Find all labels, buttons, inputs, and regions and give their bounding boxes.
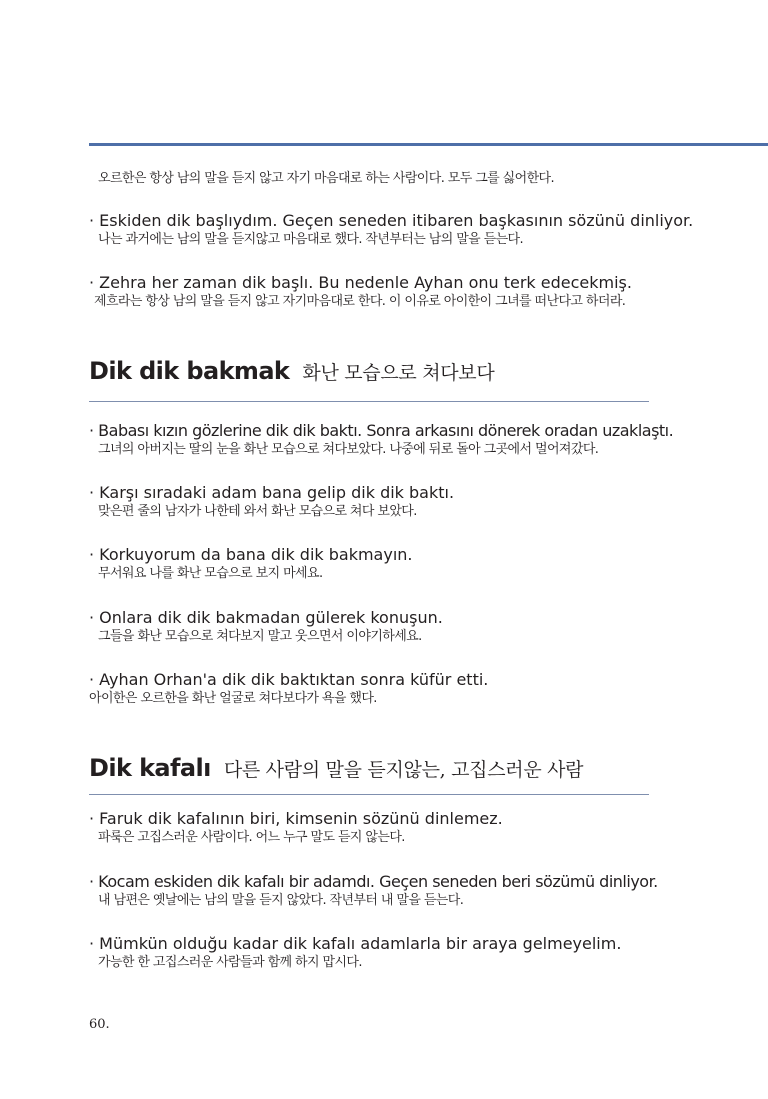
- example-entry: [89, 273, 689, 311]
- section-rule: [89, 794, 649, 795]
- turkish-sentence: · Zehra her zaman dik başlı. Bu nedenle Ayhan onu terk edecekmiş.: [89, 273, 632, 292]
- korean-translation: 나는 과거에는 남의 말을 듣지않고 마음대로 했다. 작년부터는 남의 말을 듣는다.: [98, 232, 524, 247]
- idiom-meaning: 화난 모습으로 쳐다보다: [302, 362, 495, 384]
- turkish-sentence: · Karşı sıradaki adam bana gelip dik dik baktı.: [89, 483, 455, 502]
- example-entry: [89, 872, 689, 910]
- example-entry: [89, 608, 689, 646]
- example-entry: [89, 670, 689, 708]
- korean-translation: 제흐라는 항상 남의 말을 듣지 않고 자기마음대로 한다. 이 이유로 아이한이 그녀를 떠난다고 하더라.: [94, 294, 626, 309]
- korean-translation: 그녀의 아버지는 딸의 눈을 화난 모습으로 쳐다보았다. 나중에 뒤로 돌아 그곳에서 멀어져갔다.: [98, 442, 599, 457]
- section-rule: [89, 401, 649, 402]
- example-entry: [89, 545, 689, 583]
- intro-example: [89, 170, 689, 188]
- idiom-term: Dik dik bakmak: [89, 357, 290, 385]
- turkish-sentence: · Mümkün olduğu kadar dik kafalı adamlarla bir araya gelmeyelim.: [89, 934, 622, 953]
- korean-translation: 가능한 한 고집스러운 사람들과 함께 하지 맙시다.: [98, 955, 362, 970]
- example-entry: [89, 211, 694, 249]
- section-heading: [89, 356, 649, 388]
- turkish-sentence: · Faruk dik kafalının biri, kimsenin sözünü dinlemez.: [89, 809, 503, 828]
- turkish-sentence: · Korkuyorum da bana dik dik bakmayın.: [89, 545, 413, 564]
- idiom-term: Dik kafalı: [89, 754, 211, 782]
- korean-translation: 아이한은 오르한을 화난 얼굴로 쳐다보다가 욕을 했다.: [89, 691, 377, 706]
- example-entry: [89, 809, 689, 847]
- example-entry: [89, 934, 689, 972]
- korean-translation: 맞은편 줄의 남자가 나한테 와서 화난 모습으로 쳐다 보았다.: [98, 504, 417, 519]
- top-rule: [89, 143, 768, 146]
- turkish-sentence: · Babası kızın gözlerine dik dik baktı. Sonra arkasını dönerek oradan uzaklaştı.: [89, 421, 674, 440]
- turkish-sentence: · Eskiden dik başlıydım. Geçen seneden itibaren başkasının sözünü dinliyor.: [89, 211, 694, 230]
- turkish-sentence: · Kocam eskiden dik kafalı bir adamdı. Geçen seneden beri sözümü dinliyor.: [89, 872, 658, 891]
- korean-translation: 그들을 화난 모습으로 쳐다보지 말고 웃으면서 이야기하세요.: [98, 629, 422, 644]
- section-heading: [89, 753, 649, 785]
- page-number: 60.: [89, 1017, 110, 1032]
- turkish-sentence: · Ayhan Orhan'a dik dik baktıktan sonra küfür etti.: [89, 670, 489, 689]
- idiom-meaning: 다른 사람의 말을 듣지않는, 고집스러운 사람: [223, 759, 584, 781]
- example-entry: [89, 483, 689, 521]
- example-entry: [89, 421, 689, 459]
- korean-translation: 내 남편은 옛날에는 남의 말을 듣지 않았다. 작년부터 내 말을 듣는다.: [98, 893, 464, 908]
- korean-translation: 무서워요 나를 화난 모습으로 보지 마세요.: [98, 566, 323, 581]
- korean-translation: 오르한은 항상 남의 말을 듣지 않고 자기 마음대로 하는 사람이다. 모두 그를 싫어한다.: [98, 171, 555, 186]
- turkish-sentence: · Onlara dik dik bakmadan gülerek konuşun.: [89, 608, 443, 627]
- korean-translation: 파룩은 고집스러운 사람이다. 어느 누구 말도 듣지 않는다.: [98, 830, 405, 845]
